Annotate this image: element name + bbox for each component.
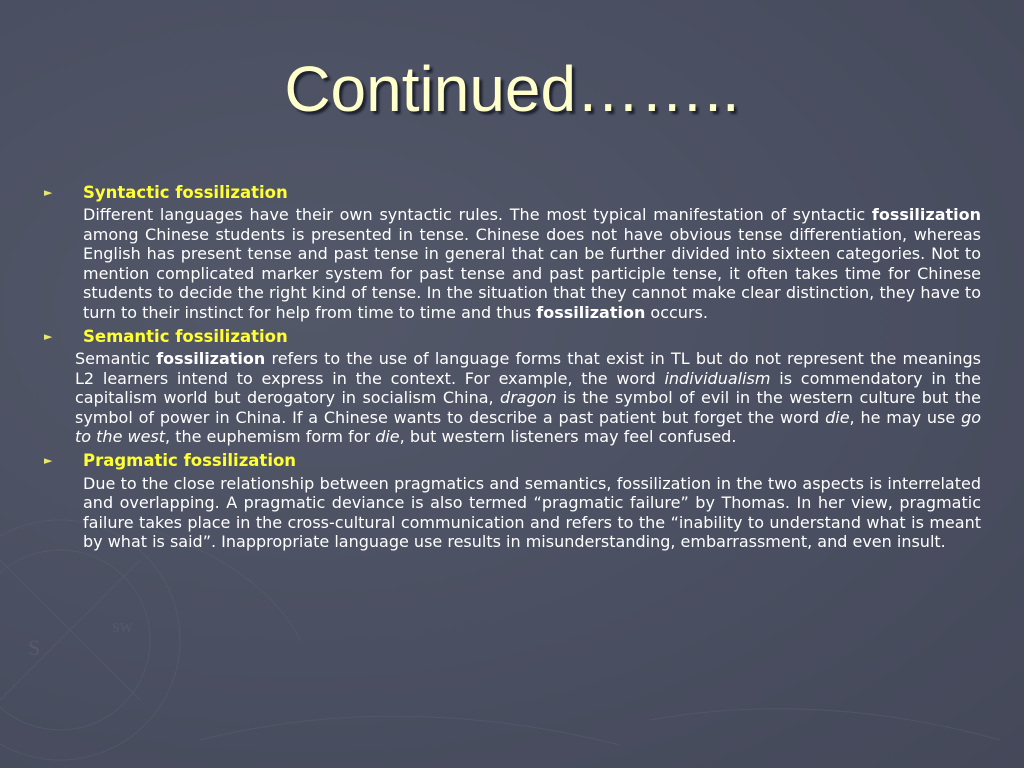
svg-text:S: S: [28, 635, 41, 660]
section-pragmatic: [44, 451, 981, 472]
svg-text:SW: SW: [112, 621, 133, 636]
slide-title: Continued……..: [284, 53, 740, 125]
section-heading: Syntactic fossilization: [83, 182, 288, 202]
section-paragraph: Semantic fossilization refers to the use of language forms that exist in TL but do not represent the meanings L2 learners intend to express in the context. For example, the word individualism is commendatory in the capitalism world but derogatory in socialism China, dragon is the symbol of evil in the western culture but the symbol of power in China. If a Chinese wants to describe a past patient but forget the word die, he may use go to the west, the euphemism form for die, but western listeners may feel confused.: [75, 349, 982, 446]
section-heading: Semantic fossilization: [83, 326, 288, 346]
slide-body: [44, 182, 981, 556]
section-heading: Pragmatic fossilization: [83, 451, 297, 471]
section-syntactic: [44, 182, 981, 203]
bullet-arrow-icon: ►: [44, 329, 53, 343]
bullet-arrow-icon: ►: [44, 185, 53, 199]
section-semantic: [44, 326, 981, 347]
section-paragraph: Due to the close relationship between pragmatics and semantics, fossilization in the two aspects is interrelated and overlapping. A pragmatic deviance is also termed “pragmatic failure” by Thomas. In her view, pragmatic failure takes place in the cross-cultural communication and refers to the “inability to understand what is meant by what is said”. Inappropriate language use results in misunderstanding, embarrassment, and even insult.: [83, 473, 981, 551]
section-paragraph: Different languages have their own syntactic rules. The most typical manifestation of syntactic fossilization among Chinese students is presented in tense. Chinese does not have obvious tense differentiation, whereas English has present tense and past tense in general that can be further divided into sixteen categories. Not to mention complicated marker system for past tense and past participle tense, it often takes time for Chinese students to decide the right kind of tense. In the situation that they cannot make clear distinction, they have to turn to their instinct for help from time to time and thus fossilization occurs.: [83, 205, 981, 322]
bullet-arrow-icon: ►: [44, 454, 53, 468]
